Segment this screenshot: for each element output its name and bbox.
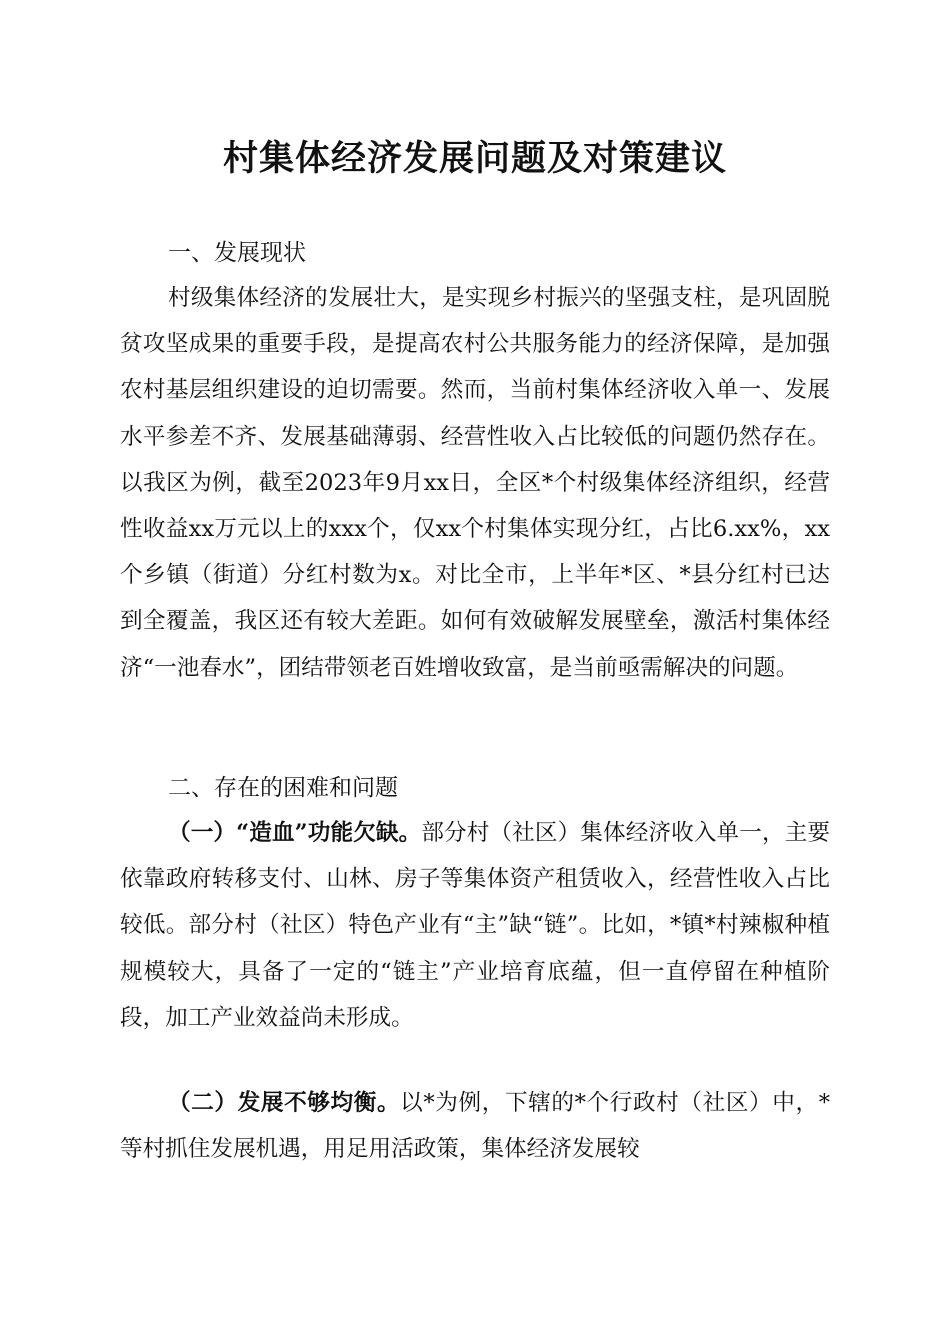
paragraph-current-status (120, 275, 830, 691)
paragraph-text: 村级集体经济的发展壮大，是实现乡村振兴的坚强支柱，是巩固脱贫攻坚成果的重要手段，是提高农村公共服务能力的经济保障，是加强农村基层组织建设的迫切需要。然而，当前村集体经济收入单一、发展水平参差不齐、发展基础薄弱、经营性收入占比较低的问题仍然存在。以我区为例，截至2023年9月xx日，全区*个村级集体经济组织，经营性收益xx万元以上的xxx个，仅xx个村集体实现分红，占比6.xx%，xx个乡镇（街道）分红村数为x。对比全市，上半年*区、*县分红村已达到全覆盖，我区还有较大差距。如何有效破解发展壁垒，激活村集体经济“一池春水”，团结带领老百姓增收致富，是当前亟需解决的问题。 (120, 285, 830, 681)
paragraph-text: 部分村（社区）集体经济收入单一，主要依靠政府转移支付、山林、房子等集体资产租赁收入，经营性收入占比较低。部分村（社区）特色产业有“主”缺“链”。比如，*镇*村辣椒种植规模较大，具备了一定的“链主”产业培育底蕴，但一直停留在种植阶段，加工产业效益尚未形成。 (120, 820, 830, 1031)
paragraph-text: 以*为例，下辖的*个行政村（社区）中，*等村抓住发展机遇，用足用活政策，集体经济发展较 (120, 1090, 831, 1163)
document-title: 村集体经济发展问题及对策建议 (222, 138, 727, 179)
subheading-blood-function: （一）“造血”功能欠缺。 (168, 820, 422, 846)
section-heading-current-status: 一、发展现状 (168, 240, 306, 266)
subheading-unbalanced-development: （二）发展不够均衡。 (168, 1090, 401, 1116)
section-heading-difficulties: 二、存在的困难和问题 (168, 775, 398, 801)
paragraph-unbalanced-development (120, 1080, 830, 1172)
paragraph-blood-function (120, 810, 830, 1041)
